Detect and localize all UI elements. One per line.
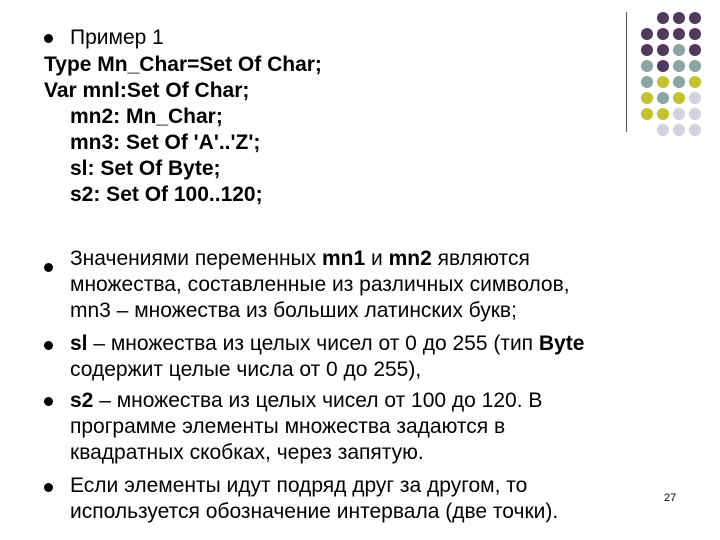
text-span: и xyxy=(365,247,389,270)
bullet-text-line xyxy=(70,298,720,324)
text-span: mn3 – множества из больших латинских букв; xyxy=(70,299,517,322)
text-span: квадратных скобках, через запятую. xyxy=(70,441,424,464)
bullet-text-line xyxy=(70,246,720,272)
text-span: множества, составленные из различных символов, xyxy=(70,273,570,296)
code-text: s2: Set Of 100..120; xyxy=(70,183,263,206)
bullet-text-line xyxy=(70,414,720,440)
text-span: содержит целые числа от 0 до 255), xyxy=(70,358,422,381)
code-line-type xyxy=(44,52,720,78)
text-span: – множества из целых чисел от 100 до 120. В xyxy=(93,389,543,412)
code-text: sl: Set Of Byte; xyxy=(70,157,221,180)
bullet-icon xyxy=(44,263,53,272)
example-heading-text: Пример 1 xyxy=(70,26,164,49)
code-line-mn2 xyxy=(70,104,720,130)
code-line-sl xyxy=(70,156,720,182)
text-span: являются xyxy=(431,247,530,270)
code-text: Type Mn_Char=Set Of Char; xyxy=(44,53,322,76)
bullet-text-line xyxy=(70,331,720,357)
text-span: используется обозначение интервала (две точки). xyxy=(70,500,559,523)
decorative-dot xyxy=(657,12,669,24)
bullet-text-line xyxy=(70,440,720,466)
code-text: Var mnl:Set Of Char; xyxy=(44,79,250,102)
bold-term: mn2 xyxy=(388,247,432,270)
text-span: Если элементы идут подряд друг за другом, то xyxy=(70,474,528,497)
bullet-text-line xyxy=(70,499,720,525)
bold-term: s2 xyxy=(70,389,94,412)
text-span: Значениями переменных xyxy=(70,247,322,270)
code-text: mn3: Set Of 'A'..'Z'; xyxy=(70,131,261,154)
bullet-text-line xyxy=(70,272,720,298)
code-line-s2 xyxy=(70,182,720,208)
page-number: 27 xyxy=(664,492,677,504)
code-text: mn2: Mn_Char; xyxy=(70,105,223,128)
code-line-var xyxy=(44,78,720,104)
decorative-dot xyxy=(673,12,685,24)
text-span: программе элементы множества задаются в xyxy=(70,415,506,438)
bullet-text-line xyxy=(70,388,720,414)
bullet-icon xyxy=(44,341,53,350)
bullet-icon xyxy=(44,483,53,492)
decorative-dot xyxy=(689,12,701,24)
bullet-text-line xyxy=(70,473,720,499)
bold-term: sl xyxy=(70,332,88,355)
text-span: – множества из целых чисел от 0 до 255 (тип xyxy=(87,332,539,355)
bullet-text-line xyxy=(70,357,720,383)
example-heading xyxy=(0,25,700,51)
bullet-icon xyxy=(44,397,53,406)
code-line-mn3 xyxy=(70,130,720,156)
bold-term: mn1 xyxy=(321,247,366,270)
bold-term: Byte xyxy=(538,332,585,355)
